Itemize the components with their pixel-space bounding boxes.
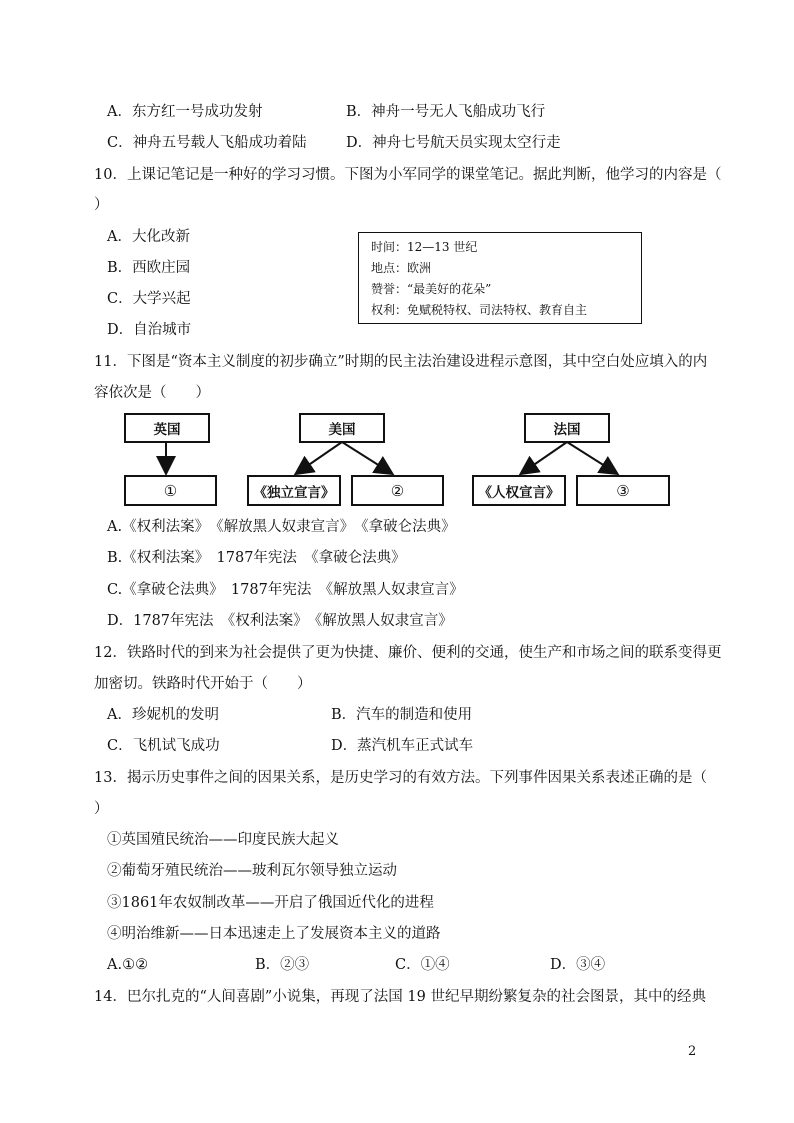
diagram-blank-3: ③ (576, 475, 670, 506)
q10-stem-cont: ） (94, 197, 109, 213)
diagram-us-declaration: 《独立宣言》 (247, 475, 341, 506)
democracy-diagram-arrows (0, 0, 794, 520)
q11-option-c: C.《拿破仑法典》 1787年宪法 《解放黑人奴隶宣言》 (107, 582, 464, 598)
note-place: 地点：欧洲 (371, 261, 432, 275)
q13-option-c: C．①④ (395, 957, 450, 973)
q13-item-2: ②葡萄牙殖民统治——玻利瓦尔领导独立运动 (107, 863, 397, 879)
q13-item-4: ④明治维新——日本迅速走上了发展资本主义的道路 (107, 926, 441, 942)
q12-stem-cont: 加密切。铁路时代开始于（ ） (94, 676, 312, 692)
q10-option-a: A．大化改新 (107, 229, 190, 245)
diagram-blank-2: ② (351, 475, 444, 506)
arrow-us-left (297, 442, 342, 473)
q9-option-a: A．东方红一号成功发射 (107, 104, 263, 120)
q13-option-b: B．②③ (255, 957, 310, 973)
q10-option-c: C．大学兴起 (107, 291, 191, 307)
q11-option-d: D．1787年宪法 《权利法案》 《解放黑人奴隶宣言》 (107, 613, 453, 629)
note-time: 时间：12—13 世纪 (371, 240, 478, 254)
diagram-fr: 法国 (524, 413, 610, 443)
q11-option-b: B.《权利法案》 1787年宪法 《拿破仑法典》 (107, 550, 406, 566)
q9-option-d: D．神舟七号航天员实现太空行走 (346, 135, 561, 151)
q13-option-d: D．③④ (550, 957, 606, 973)
q10-option-b: B．西欧庄园 (107, 260, 191, 276)
q12-option-c: C．飞机试飞成功 (107, 738, 220, 754)
q13-stem-cont: ） (94, 801, 109, 817)
q12-option-d: D．蒸汽机车正式试车 (331, 738, 474, 754)
note-rights: 权利：免赋税特权、司法特权、教育自主 (371, 303, 588, 317)
arrow-fr-right (567, 442, 616, 473)
q11-option-a: A.《权利法案》 《解放黑人奴隶宣言》 《拿破仑法典》 (107, 519, 456, 535)
q12-option-b: B．汽车的制造和使用 (331, 707, 473, 723)
arrow-us-right (342, 442, 391, 473)
q13-item-3: ③1861年农奴制改革——开启了俄国近代化的进程 (107, 895, 434, 911)
diagram-us: 美国 (299, 413, 385, 443)
diagram-uk: 英国 (124, 413, 210, 443)
page-number: 2 (688, 1044, 697, 1059)
note-praise: 赞誉：“最美好的花朵” (371, 282, 492, 296)
arrow-fr-left (522, 442, 567, 473)
q12-stem: 12．铁路时代的到来为社会提供了更为快捷、廉价、便利的交通，使生产和市场之间的联系变得更 (94, 645, 722, 661)
diagram-fr-declaration: 《人权宣言》 (472, 475, 566, 506)
q13-option-a: A.①② (107, 957, 149, 973)
q9-option-c: C．神舟五号载人飞船成功着陆 (107, 135, 307, 151)
q13-stem: 13．揭示历史事件之间的因果关系，是历史学习的有效方法。下列事件因果关系表述正确的是（ (94, 770, 707, 786)
q11-stem: 11．下图是“资本主义制度的初步确立”时期的民主法治建设进程示意图，其中空白处应填入的内 (94, 354, 708, 370)
q10-option-d: D．自治城市 (107, 322, 192, 338)
q13-item-1: ①英国殖民统治——印度民族大起义 (107, 832, 339, 848)
q10-stem: 10．上课记笔记是一种好的学习习惯。下图为小军同学的课堂笔记。据此判断，他学习的内容是（ (94, 167, 722, 183)
q11-stem-cont: 容依次是（ ） (94, 385, 210, 401)
q12-option-a: A．珍妮机的发明 (107, 707, 219, 723)
diagram-blank-1: ① (124, 475, 217, 506)
q9-option-b: B．神舟一号无人飞船成功飞行 (346, 104, 546, 120)
q14-stem: 14．巴尔扎克的“人间喜剧”小说集，再现了法国 19 世纪早期纷繁复杂的社会图景，其中的经典 (94, 989, 706, 1005)
